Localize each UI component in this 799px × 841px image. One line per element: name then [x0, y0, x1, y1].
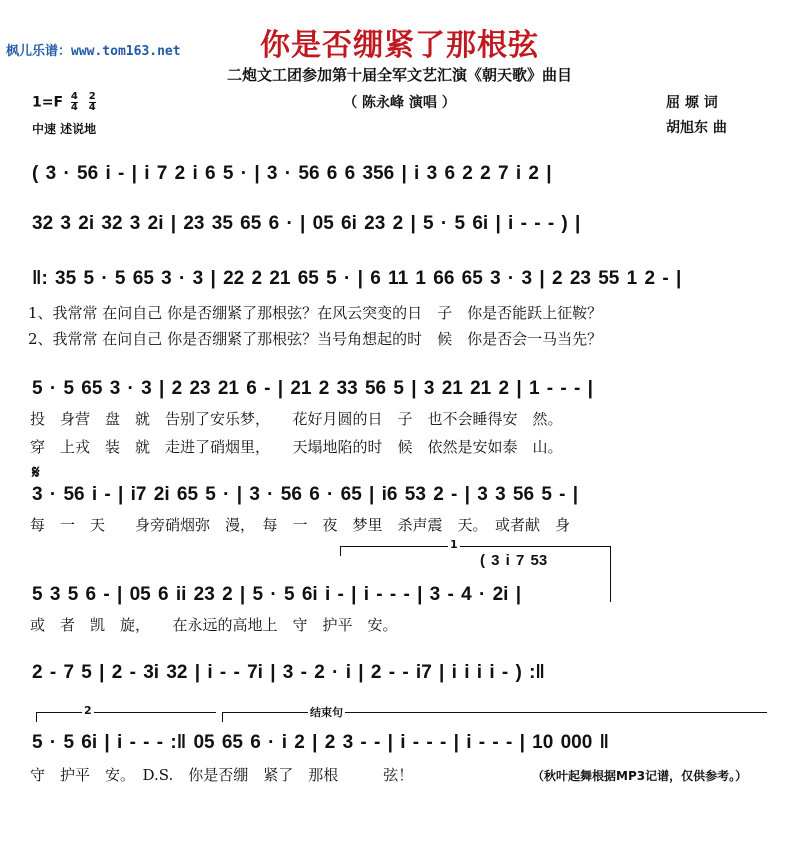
key-signature	[32, 92, 99, 113]
coda-notes-2: 5 · 5 6i | i - - - :‖ 05 65 6 · i 2 | 2 3 - - | i - - - | i - - - | 10 000 ‖	[32, 732, 610, 753]
singer: （ 陈永峰 演唱 ）	[343, 95, 456, 111]
verse-lyric-2a: 投 身营 盘 就 告别了安乐梦， 花好月圆的日 子 也不会睡得安 然。	[30, 410, 563, 428]
time-sig-1-num: 4	[70, 91, 78, 102]
time-signature-2	[89, 92, 96, 113]
volta-1-bracket	[340, 546, 610, 547]
volta-1-right-tick	[610, 546, 611, 602]
volta-1-number: 1	[450, 538, 458, 551]
verse-notes-2: 5 · 5 65 3 · 3 | 2 23 21 6 - | 21 2 33 56 5 | 3 21 21 2 | 1 - - - |	[32, 378, 593, 399]
coda-notes-1: 2 - 7 5 | 2 - 3i 32 | i - - 7i | 3 - 2 · i | 2 - - i7 | i i i i - ) :‖	[32, 662, 545, 683]
chorus-lyric-1: 每 一 天 身旁硝烟弥 漫， 每 一 夜 梦里 杀声震 天。 或者献 身	[30, 516, 571, 534]
verse-lyric-1a: 1、我常常 在问自己 你是否绷紧了那根弦？在风云突变的日 子 你是否能跃上征鞍？	[28, 304, 603, 322]
footnote: （秋叶起舞根据MP3记谱，仅供参考。）	[532, 769, 748, 783]
time-signature-1	[71, 92, 78, 113]
chorus-notes-1: 3 · 56 i - | i7 2i 65 5 · | 3 · 56 6 · 65 | i6 53 2 - | 3 3 56 5 - |	[32, 484, 579, 505]
lyricist: 屈 塬 词	[666, 95, 718, 111]
tempo-marking: 中速 述说地	[32, 122, 97, 136]
verse-lyric-2b: 穿 上戎 装 就 走进了硝烟里， 天塌地陷的时 候 依然是安如泰 山。	[30, 438, 563, 456]
subtitle: 二炮文工团参加第十届全军文艺汇演《朝天歌》曲目	[226, 66, 572, 84]
key-text: 1=F	[32, 94, 64, 111]
time-sig-2-num: 2	[88, 91, 96, 102]
ending-label: 结束句	[310, 706, 343, 719]
composer: 胡旭东 曲	[666, 120, 727, 136]
verse-lyric-1b: 2、我常常 在问自己 你是否绷紧了那根弦？当号角想起的时 候 你是否会一马当先？	[28, 330, 603, 348]
chorus-notes-2: 5 3 5 6 - | 05 6 ii 23 2 | 5 · 5 6i i - | i - - - | 3 - 4 · 2i |	[32, 584, 522, 605]
intro-line-1: ( 3 · 56 i - | i 7 2 i 6 5 · | 3 · 56 6 6 356 | i 3 6 2 2 7 i 2 |	[32, 163, 552, 184]
song-title: 你是否绷紧了那根弦	[260, 28, 539, 63]
segno-sign: 𝄋	[32, 462, 40, 483]
watermark: 枫儿乐谱：www.tom163.net	[6, 44, 181, 59]
volta-1-notes: ( 3 i 7 53	[480, 552, 548, 569]
volta-2-number: 2	[84, 704, 92, 717]
time-sig-1-den: 4	[70, 102, 78, 113]
volta-1-left-tick	[340, 546, 341, 556]
time-sig-2-den: 4	[88, 102, 96, 113]
volta-2-bracket	[36, 712, 216, 713]
chorus-lyric-2: 或 者 凯 旋， 在永远的高地上 守 护平 安。	[30, 616, 398, 634]
ending-bracket	[222, 712, 767, 713]
intro-line-2: 32 3 2i 32 3 2i | 23 35 65 6 · | 05 6i 23 2 | 5 · 5 6i | i - - - ) |	[32, 213, 581, 234]
coda-lyric: 守 护平 安。 D.S. 你是否绷 紧了 那根 弦！	[30, 766, 414, 784]
volta-2-left-tick	[36, 712, 37, 722]
ending-left-tick	[222, 712, 223, 722]
verse-notes-1: ‖: 35 5 · 5 65 3 · 3 | 22 2 21 65 5 · | 6 11 1 66 65 3 · 3 | 2 23 55 1 2 - |	[32, 268, 682, 289]
